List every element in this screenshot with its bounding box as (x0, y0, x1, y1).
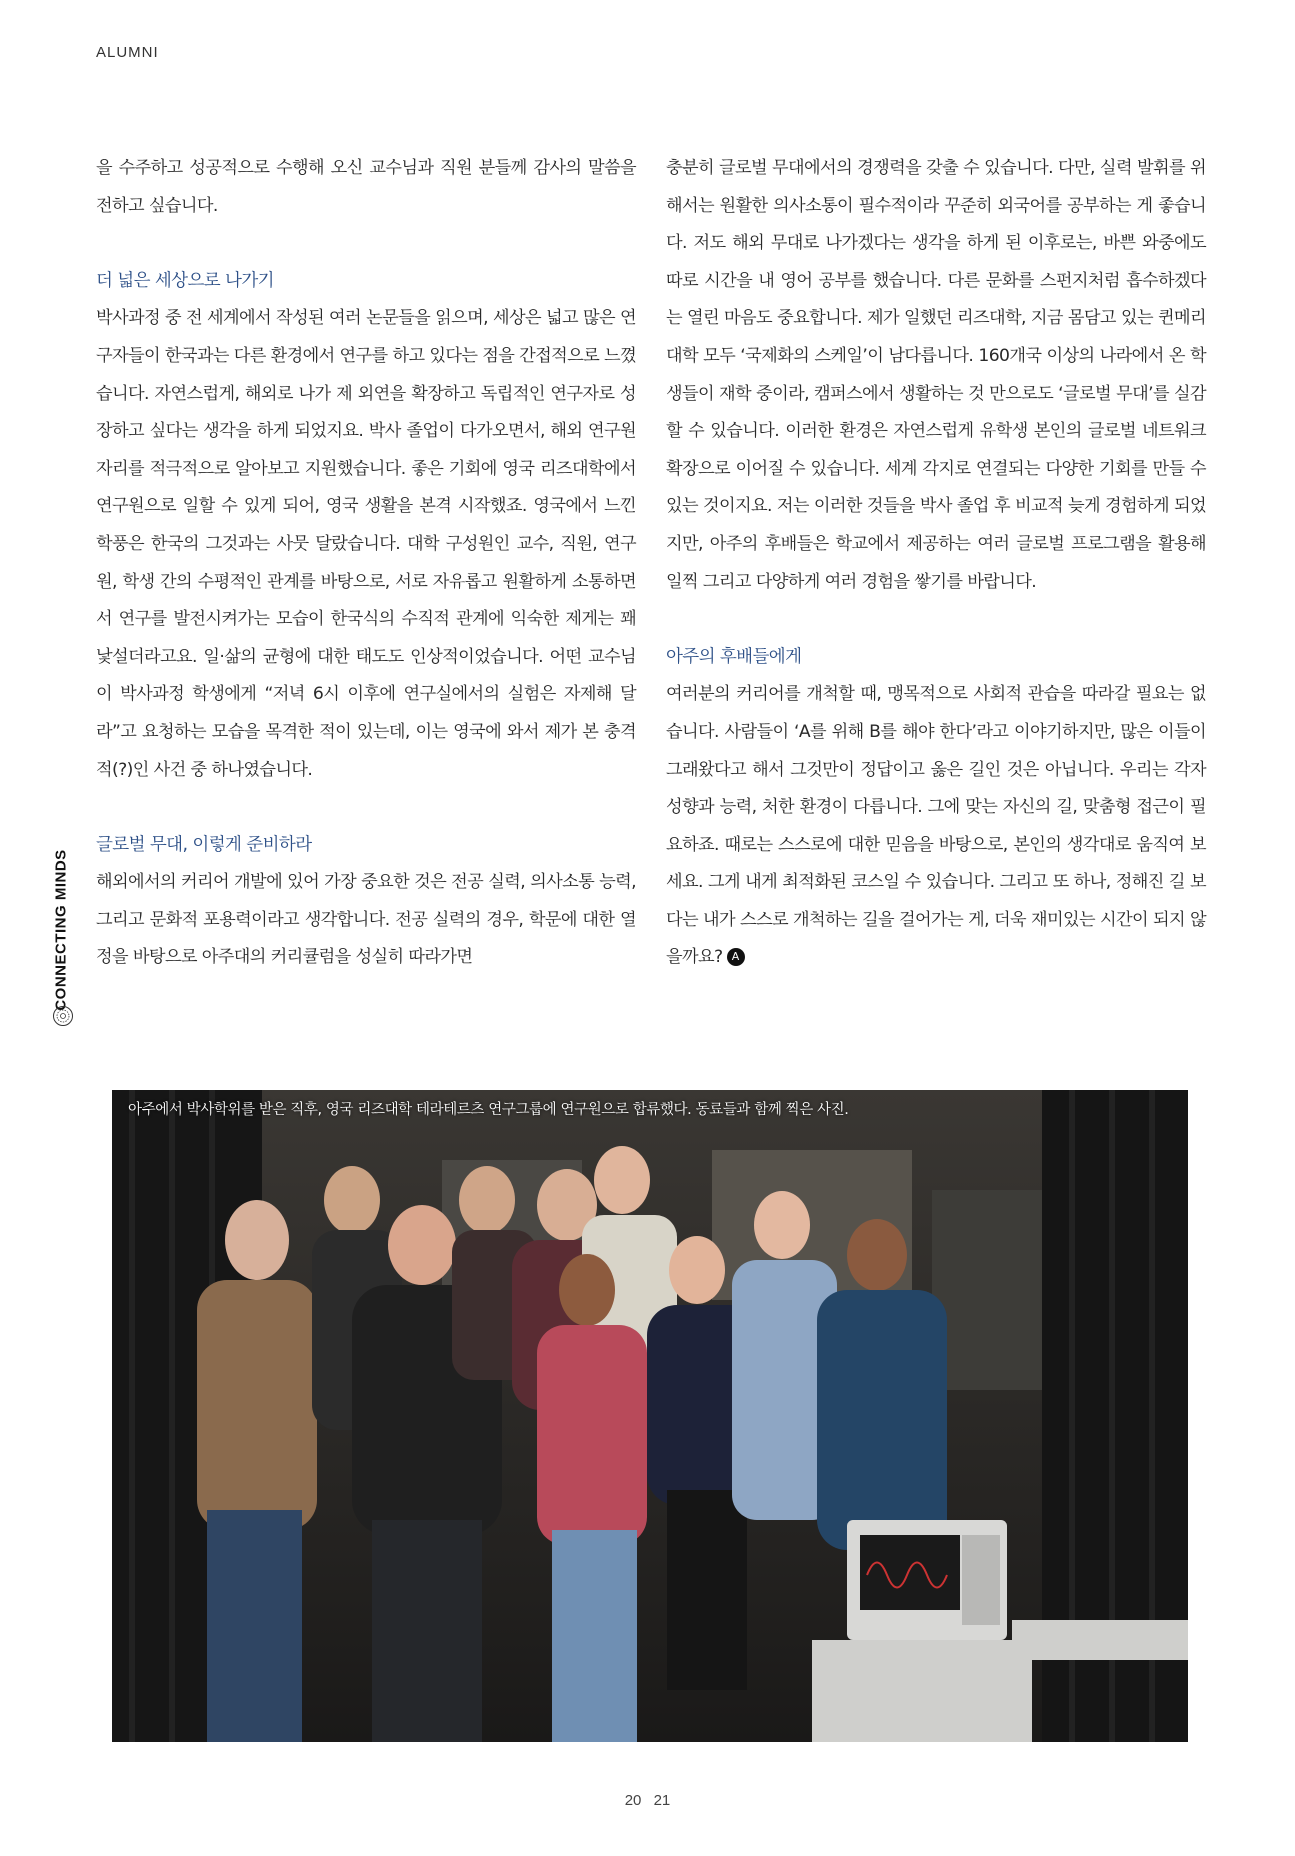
page-number-right: 21 (653, 1792, 671, 1809)
paragraph-global-stage: 해외에서의 커리어 개발에 있어 가장 중요한 것은 전공 실력, 의사소통 능력, 그리고 문화적 포용력이라고 생각합니다. 전공 실력의 경우, 학문에 대한 열정을 바탕으로 아주대의 커리큘럼을 성실히 따라가면 (96, 872, 636, 968)
paragraph-to-juniors-text: 여러분의 커리어를 개척할 때, 맹목적으로 사회적 관습을 따라갈 필요는 없습니다. 사람들이 ‘A를 위해 B를 해야 한다’라고 이야기하지만, 많은 이들이 그래왔다고 해서 그것만이 정답이고 옳은 길인 것은 아닙니다. 우리는 각자 성향과 능력, 처한 환경이 다릅니다. 그에 맞는 자신의 길, 맞춤형 접근이 필요하죠. 때로는 스스로에 대한 믿음을 바탕으로, 본인의 생각대로 움직여 보세요. 그게 내게 최적화된 코스일 수 있습니다. 그리고 또 하나, 정해진 길 보다는 내가 스스로 개척하는 길을 걸어가는 게, 더욱 재미있는 시간이 되지 않을까요? (666, 684, 1206, 968)
paragraph-to-juniors (666, 676, 1206, 977)
heading-wider-world: 더 넓은 세상으로 나가기 (96, 270, 274, 291)
emblem-icon (52, 1005, 74, 1027)
photo-illustration (112, 1090, 1188, 1742)
intro-paragraph: 을 수주하고 성공적으로 수행해 오신 교수님과 직원 분들께 감사의 말씀을 전하고 싶습니다. (96, 158, 636, 216)
page-numbers (0, 1792, 1295, 1809)
left-column (96, 150, 636, 977)
end-mark-icon: A (727, 948, 745, 966)
heading-global-stage: 글로벌 무대, 이렇게 준비하라 (96, 834, 312, 855)
photo-caption: 아주에서 박사학위를 받은 직후, 영국 리즈대학 테라테르츠 연구그룹에 연구원으로 합류했다. 동료들과 함께 찍은 사진. (128, 1102, 849, 1118)
heading-to-juniors: 아주의 후배들에게 (666, 646, 802, 667)
page-number-left: 20 (624, 1792, 642, 1809)
paragraph-wider-world: 박사과정 중 전 세계에서 작성된 여러 논문들을 읽으며, 세상은 넓고 많은 연구자들이 한국과는 다른 환경에서 연구를 하고 있다는 점을 간접적으로 느꼈습니다. 자연스럽게, 해외로 나가 제 외연을 확장하고 독립적인 연구자로 성장하고 싶다는 생각을 하게 되었지요. 박사 졸업이 다가오면서, 해외 연구원 자리를 적극적으로 알아보고 지원했습니다. 좋은 기회에 영국 리즈대학에서 연구원으로 일할 수 있게 되어, 영국 생활을 본격 시작했죠. 영국에서 느낀 학풍은 한국의 그것과는 사뭇 달랐습니다. 대학 구성원인 교수, 직원, 연구원, 학생 간의 수평적인 관계를 바탕으로, 서로 자유롭고 원활하게 소통하면서 연구를 발전시켜가는 모습이 한국식의 수직적 관계에 익숙한 제게는 꽤 낯설더라고요. 일·삶의 균형에 대한 태도도 인상적이었습니다. 어떤 교수님이 박사과정 학생에게 “저녁 6시 이후에 연구실에서의 실험은 자제해 달라”고 요청하는 모습을 목격한 적이 있는데, 이는 영국에 와서 제가 본 충격적(?)인 사건 중 하나였습니다. (96, 308, 636, 780)
side-brand (46, 840, 76, 1020)
paragraph-continued: 충분히 글로벌 무대에서의 경쟁력을 갖출 수 있습니다. 다만, 실력 발휘를 위해서는 원활한 의사소통이 필수적이라 꾸준히 외국어를 공부하는 게 좋습니다. 저도 해외 무대로 나가겠다는 생각을 하게 된 이후로는, 바쁜 와중에도 따로 시간을 내 영어 공부를 했습니다. 다른 문화를 스펀지처럼 흡수하겠다는 열린 마음도 중요합니다. 제가 일했던 리즈대학, 지금 몸담고 있는 퀸메리대학 모두 ‘국제화의 스케일’이 남다릅니다. 160개국 이상의 나라에서 온 학생들이 재학 중이라, 캠퍼스에서 생활하는 것 만으로도 ‘글로벌 무대’를 실감할 수 있습니다. 이러한 환경은 자연스럽게 유학생 본인의 글로벌 네트워크 확장으로 이어질 수 있습니다. 세계 각지로 연결되는 다양한 기회를 만들 수 있는 것이지요. 저는 이러한 것들을 박사 졸업 후 비교적 늦게 경험하게 되었지만, 아주의 후배들은 학교에서 제공하는 여러 글로벌 프로그램을 활용해 일찍 그리고 다양하게 여러 경험을 쌓기를 바랍니다. (666, 158, 1206, 592)
side-brand-text: CONNECTING MINDS (52, 849, 70, 1011)
right-column (666, 150, 1206, 977)
section-label: ALUMNI (96, 44, 159, 61)
group-photo (112, 1090, 1188, 1742)
